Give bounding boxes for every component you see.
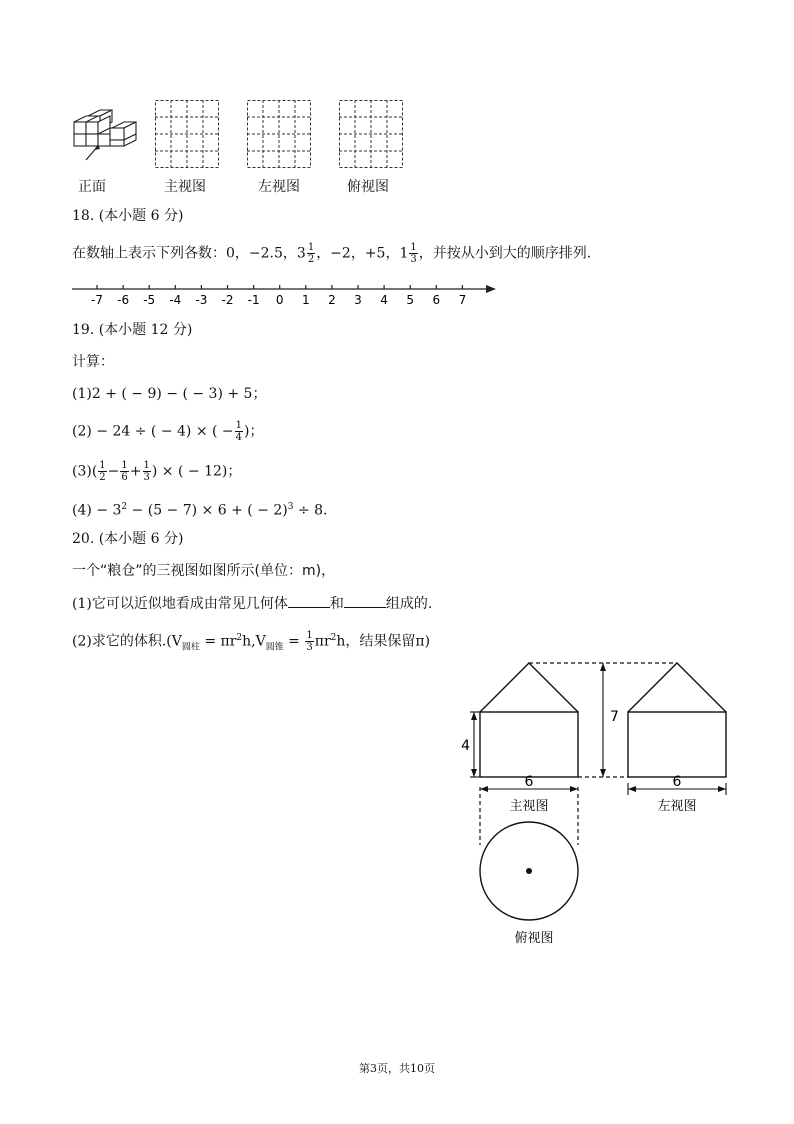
q20-part2: (2)求它的体积$.(V_{圆柱} = \pi r^2h,V_{圆锥}$ = $\frac{1}{3}$ $\pi r^2h$，结果保留π) xyxy=(72,630,431,654)
number-line-tick-label: -3 xyxy=(195,293,208,307)
number-line-tick-label: -6 xyxy=(117,293,130,307)
number-line-tick-label: -4 xyxy=(169,293,182,307)
number-line-tick-label: -7 xyxy=(91,293,103,307)
left-view-label: 左视图 xyxy=(258,179,300,195)
left-view-grid xyxy=(247,100,311,168)
answer-blank-1[interactable] xyxy=(288,593,330,608)
page-footer: 第3页，共10页 xyxy=(359,1062,435,1075)
q19-part2: (2) − 24 ÷ ( − 4) × ( − $\frac{1}{4}$ )； xyxy=(72,420,264,443)
answer-blank-2[interactable] xyxy=(344,593,386,608)
q19-heading: 19. (本小题 12 分) xyxy=(72,322,193,338)
number-line-tick-label: -2 xyxy=(221,293,234,307)
number-line-tick-label: 4 xyxy=(380,293,388,307)
cube-stack-figure xyxy=(70,108,140,168)
q20-intro: 一个“粮仓”的三视图如图所示(单位：m)， xyxy=(72,563,336,579)
q18-heading: 18. (本小题 6 分) xyxy=(72,208,184,224)
q20-heading: 20. (本小题 6 分) xyxy=(72,531,184,547)
q19-part4: $(4) - 3^2 - (5 - 7) \times 6$ + ( − 2)$^3$ ÷ 8. xyxy=(72,502,328,519)
dim-width-left: 6 xyxy=(672,774,682,790)
q18-prompt: 在数轴上表示下列各数：0，−2.5，3 $\frac{1}{2}$ ，−2，+5，1 $\frac{1}{3}$ ，并按从小到大的顺序排列. xyxy=(72,242,592,265)
dim-height-total: 7 xyxy=(610,709,619,725)
q20-part1: (1)它可以近似地看成由常见几何体 和 组成的. xyxy=(72,593,432,614)
dim-height-cyl: 4 xyxy=(461,738,470,754)
number-line-tick-label: -5 xyxy=(143,293,156,307)
granary-three-views xyxy=(460,655,740,955)
q19-part3: (3)( $\frac{1}{2}$ − $\frac{1}{6}$ + $\frac{1}{3}$ ) × ( − 12)； xyxy=(72,460,242,483)
top-view-grid xyxy=(339,100,403,168)
main-view-label: 主视图 xyxy=(164,179,206,195)
q19-intro: 计算： xyxy=(72,354,114,370)
number-line-tick-label: 7 xyxy=(458,293,467,307)
granary-main-view-label: 主视图 xyxy=(509,799,549,814)
number-line-tick-label: 1 xyxy=(301,293,310,307)
top-view-label: 俯视图 xyxy=(347,179,389,195)
q19-part1: (1)2 + ( − 9) − ( − 3) + 5； xyxy=(72,386,267,402)
number-line-tick-label: 6 xyxy=(432,293,441,307)
granary-top-view-label: 俯视图 xyxy=(514,931,554,946)
front-label: 正面 xyxy=(78,179,106,195)
granary-left-view-label: 左视图 xyxy=(657,799,697,814)
number-line-tick-label: 3 xyxy=(354,293,362,307)
number-line-tick-label: 5 xyxy=(406,293,415,307)
dim-width-main: 6 xyxy=(524,774,534,790)
number-line xyxy=(70,280,500,308)
number-line-tick-label: -1 xyxy=(247,293,260,307)
main-view-grid xyxy=(155,100,219,168)
number-line-tick-label: 2 xyxy=(328,293,336,307)
number-line-tick-label: 0 xyxy=(275,293,284,307)
